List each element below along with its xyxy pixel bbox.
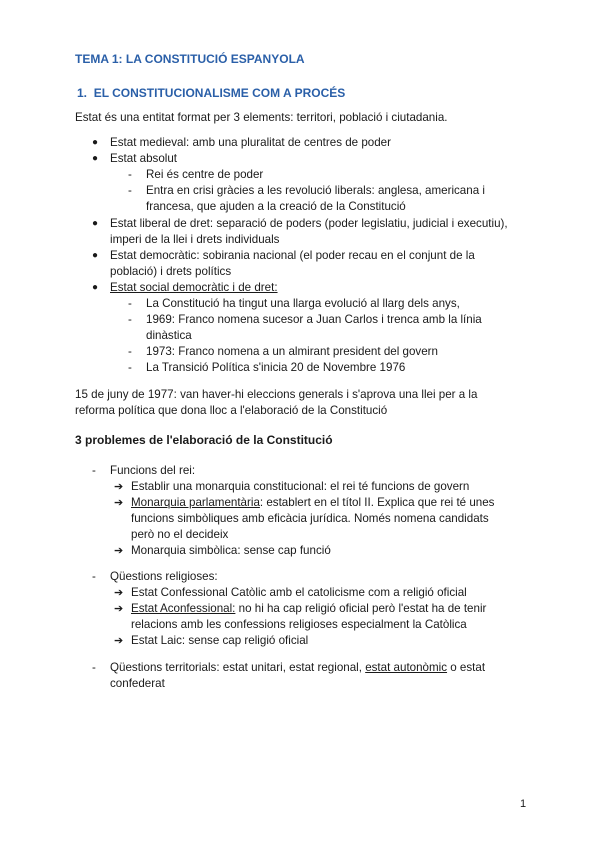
monarquia-parlamentaria-underlined: Monarquia parlamentària xyxy=(131,496,260,509)
dash-icon: - xyxy=(128,345,132,358)
topic-questions-religioses: Qüestions religioses: xyxy=(110,570,218,583)
rei-monarquia-simbolica: Monarquia simbòlica: sense cap funció xyxy=(131,544,331,557)
list-item-estat-social xyxy=(110,280,278,296)
monarquia-parlamentaria-text: : establert en el títol II. Explica que rei té unes xyxy=(259,496,495,509)
sub-item-1969-line2: dinàstica xyxy=(146,329,192,342)
dash-icon: - xyxy=(92,464,96,477)
dash-icon: - xyxy=(92,661,96,674)
estat-aconfessional-text: no hi ha cap religió oficial però l'estat ha de tenir xyxy=(235,602,487,615)
topic-funcions-rei: Funcions del rei: xyxy=(110,464,196,477)
section-1-heading xyxy=(77,85,345,101)
sub-item-rei-centre: Rei és centre de poder xyxy=(146,168,264,181)
list-item-estat-medieval: Estat medieval: amb una pluralitat de centres de poder xyxy=(110,136,391,149)
estat-social-underlined: Estat social democràtic i de dret: xyxy=(110,281,278,294)
rei-monarquia-parlamentaria-line2: funcions simbòliques amb eficàcia jurídica. Només nomena candidats xyxy=(131,512,489,525)
arrow-right-icon: ➔ xyxy=(114,545,124,557)
dash-icon: - xyxy=(128,184,132,197)
list-item-estat-absolut: Estat absolut xyxy=(110,152,178,165)
section-1-number: 1. xyxy=(77,86,88,100)
religio-confessional: Estat Confessional Catòlic amb el catolicisme com a religió oficial xyxy=(131,586,467,599)
section-1-title: EL CONSTITUCIONALISME COM A PROCÉS xyxy=(93,86,346,100)
list-item-estat-democratic-line1: Estat democràtic: sobirania nacional (el poder recau en el conjunt de la xyxy=(110,249,475,262)
arrow-right-icon: ➔ xyxy=(114,497,124,509)
bullet-icon: ● xyxy=(92,218,99,229)
list-item-estat-liberal-line1: Estat liberal de dret: separació de poders (poder legislatiu, judicial i executiu), xyxy=(110,217,508,230)
section-1-intro: Estat és una entitat format per 3 elements: territori, població i ciutadania. xyxy=(75,111,448,124)
religio-aconfessional-line2: relacions amb les confessions religioses especialment la Catòlica xyxy=(131,618,467,631)
bullet-icon: ● xyxy=(92,153,99,164)
rei-monarquia-parlamentaria-line3: però no el decideix xyxy=(131,528,229,541)
rei-monarquia-constitucional: Establir una monarquia constitucional: el rei té funcions de govern xyxy=(131,480,470,493)
topic-questions-territorials-line2: confederat xyxy=(110,677,165,690)
territorials-text-pre: Qüestions territorials: estat unitari, estat regional, xyxy=(110,661,366,674)
sub-item-crisi-line1: Entra en crisi gràcies a les revolució liberals: anglesa, americana i xyxy=(146,184,485,197)
list-item-estat-liberal-line2: imperi de la llei i drets individuals xyxy=(110,233,280,246)
paragraph-1977-line2: reforma política que dona lloc a l'elaboració de la Constitució xyxy=(75,404,388,417)
arrow-right-icon: ➔ xyxy=(114,587,124,599)
dash-icon: - xyxy=(92,570,96,583)
section-3-heading: 3 problemes de l'elaboració de la Constitució xyxy=(75,433,333,447)
arrow-right-icon: ➔ xyxy=(114,603,124,615)
sub-item-crisi-line2: francesa, que ajuden a la creació de la Constitució xyxy=(146,200,406,213)
sub-item-evolucio: La Constitució ha tingut una llarga evolució al llarg dels anys, xyxy=(146,297,460,310)
arrow-right-icon: ➔ xyxy=(114,635,124,647)
paragraph-1977-line1: 15 de juny de 1977: van haver-hi eleccions generals i s'aprova una llei per a la xyxy=(75,388,478,401)
document-title: TEMA 1: LA CONSTITUCIÓ ESPANYOLA xyxy=(75,52,305,66)
dash-icon: - xyxy=(128,168,132,181)
estat-autonomic-underlined: estat autonòmic xyxy=(365,661,448,674)
dash-icon: - xyxy=(128,313,132,326)
religio-laic: Estat Laic: sense cap religió oficial xyxy=(131,634,309,647)
arrow-right-icon: ➔ xyxy=(114,481,124,493)
rei-monarquia-parlamentaria-line1 xyxy=(131,495,494,511)
sub-item-transicio: La Transició Política s'inicia 20 de Novembre 1976 xyxy=(146,361,406,374)
topic-questions-territorials-line1 xyxy=(110,660,485,676)
dash-icon: - xyxy=(128,297,132,310)
sub-item-1969-line1: 1969: Franco nomena sucesor a Juan Carlos i trenca amb la línia xyxy=(146,313,482,326)
bullet-icon: ● xyxy=(92,282,99,293)
bullet-icon: ● xyxy=(92,137,99,148)
bullet-icon: ● xyxy=(92,250,99,261)
estat-aconfessional-underlined: Estat Aconfessional: xyxy=(131,602,236,615)
territorials-text-post: o estat xyxy=(447,661,486,674)
sub-item-1973: 1973: Franco nomena a un almirant president del govern xyxy=(146,345,438,358)
page-number: 1 xyxy=(520,798,527,810)
dash-icon: - xyxy=(128,361,132,374)
list-item-estat-democratic-line2: població) i drets polítics xyxy=(110,265,232,278)
religio-aconfessional-line1 xyxy=(131,601,486,617)
